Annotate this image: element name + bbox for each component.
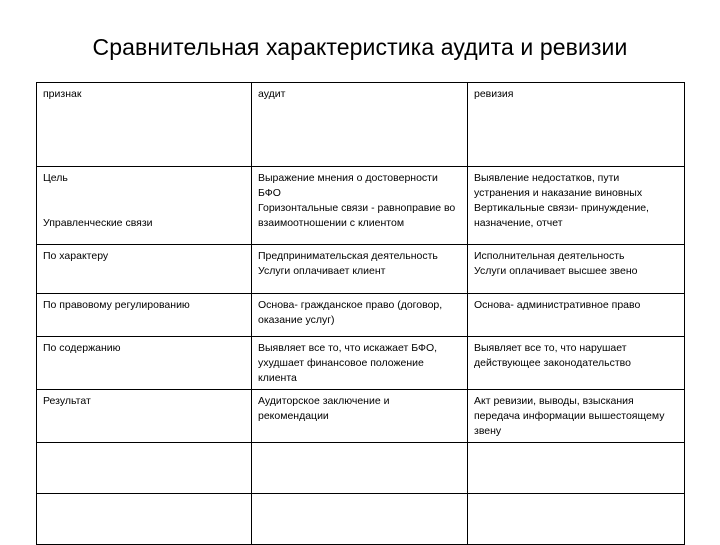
- row-feature-cell: [37, 245, 252, 294]
- empty-cell: [252, 494, 468, 545]
- table-row: [37, 294, 685, 337]
- table-row: [37, 167, 685, 245]
- row-feature-label: Управленческие связи: [43, 217, 153, 229]
- row-audit-cell: [252, 167, 468, 245]
- row-audit-text: Аудиторское заключение и рекомендации: [258, 395, 390, 422]
- comparison-table: [36, 82, 685, 545]
- row-revision-cell: [468, 245, 685, 294]
- empty-cell: [468, 494, 685, 545]
- table-row: [37, 245, 685, 294]
- table-header-row: [37, 83, 685, 167]
- table-row: [37, 390, 685, 443]
- row-revision-cell: [468, 337, 685, 390]
- row-feature-label: По содержанию: [43, 342, 121, 354]
- row-feature-cell: [37, 294, 252, 337]
- header-revision: ревизия: [468, 83, 685, 167]
- row-audit-text: Услуги оплачивает клиент: [258, 265, 386, 277]
- row-revision-text: Услуги оплачивает высшее звено: [474, 265, 638, 277]
- empty-cell: [252, 443, 468, 494]
- row-revision-cell: [468, 167, 685, 245]
- row-feature-cell: [37, 390, 252, 443]
- row-revision-text: Выявляет все то, что нарушает действующее законодательство: [474, 342, 631, 369]
- row-audit-text: Горизонтальные связи - равноправие во взаимоотношении с клиентом: [258, 202, 456, 229]
- row-revision-text: Акт ревизии, выводы, взыскания передача информации вышестоящему звену: [474, 395, 665, 437]
- row-audit-text: Выявляет все то, что искажает БФО, ухудшает финансовое положение клиента: [258, 342, 438, 384]
- row-audit-text: Выражение мнения о достоверности БФО: [258, 172, 438, 199]
- row-revision-text: Выявление недостатков, пути устранения и наказание виновных: [474, 172, 643, 199]
- row-feature-label: По правовому регулированию: [43, 299, 190, 311]
- row-audit-cell: [252, 245, 468, 294]
- row-revision-text: Основа- административное право: [474, 299, 641, 311]
- page-title: Сравнительная характеристика аудита и ревизии: [92, 34, 628, 60]
- table-row: [37, 337, 685, 390]
- row-audit-cell: [252, 337, 468, 390]
- row-audit-cell: [252, 294, 468, 337]
- header-audit: аудит: [252, 83, 468, 167]
- empty-cell: [37, 494, 252, 545]
- row-feature-label: Цель: [43, 172, 68, 184]
- empty-cell: [468, 443, 685, 494]
- row-audit-cell: [252, 390, 468, 443]
- empty-cell: [37, 443, 252, 494]
- empty-row: [37, 443, 685, 494]
- row-feature-label: По характеру: [43, 250, 109, 262]
- row-revision-cell: [468, 390, 685, 443]
- row-feature-cell: [37, 167, 252, 245]
- row-revision-text: Вертикальные связи- принуждение, назначение, отчет: [474, 202, 649, 229]
- header-feature: признак: [37, 83, 252, 167]
- row-audit-text: Основа- гражданское право (договор, оказание услуг): [258, 299, 443, 326]
- row-revision-text: Исполнительная деятельность: [474, 250, 625, 262]
- row-audit-text: Предпринимательская деятельность: [258, 250, 438, 262]
- empty-row: [37, 494, 685, 545]
- row-revision-cell: [468, 294, 685, 337]
- row-feature-cell: [37, 337, 252, 390]
- row-feature-label: Результат: [43, 395, 91, 407]
